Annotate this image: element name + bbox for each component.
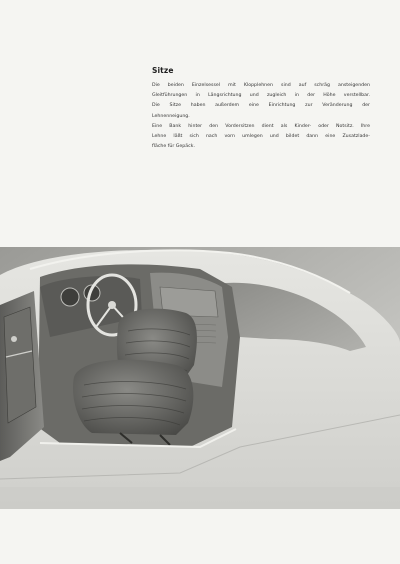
seats-text-block [152,66,370,152]
body-line: Lehne läßt sich nach vorn umlegen und bildet dann eine Zusatzlade- [152,134,370,140]
body-line: Gleitführungen in Längsrichtung und zugleich in der Höhe verstellbar. [152,93,370,99]
body-line: fläche für Gepäck. [152,144,195,150]
car-interior-photo [0,247,400,509]
section-heading: Sitze [152,66,174,75]
body-line: Eine Bank hinter den Vordersitzen dient als Kinder- oder Notsitz. Ihre [152,123,370,129]
body-line: Lehnenneigung. [152,113,190,119]
body-line: Die beiden Einzelsessel mit Klopplehnen sind auf schräg ansteigenden [152,83,370,88]
body-line: Die Sitze haben außerdem eine Einrichtung zur Veränderung der [152,103,370,109]
